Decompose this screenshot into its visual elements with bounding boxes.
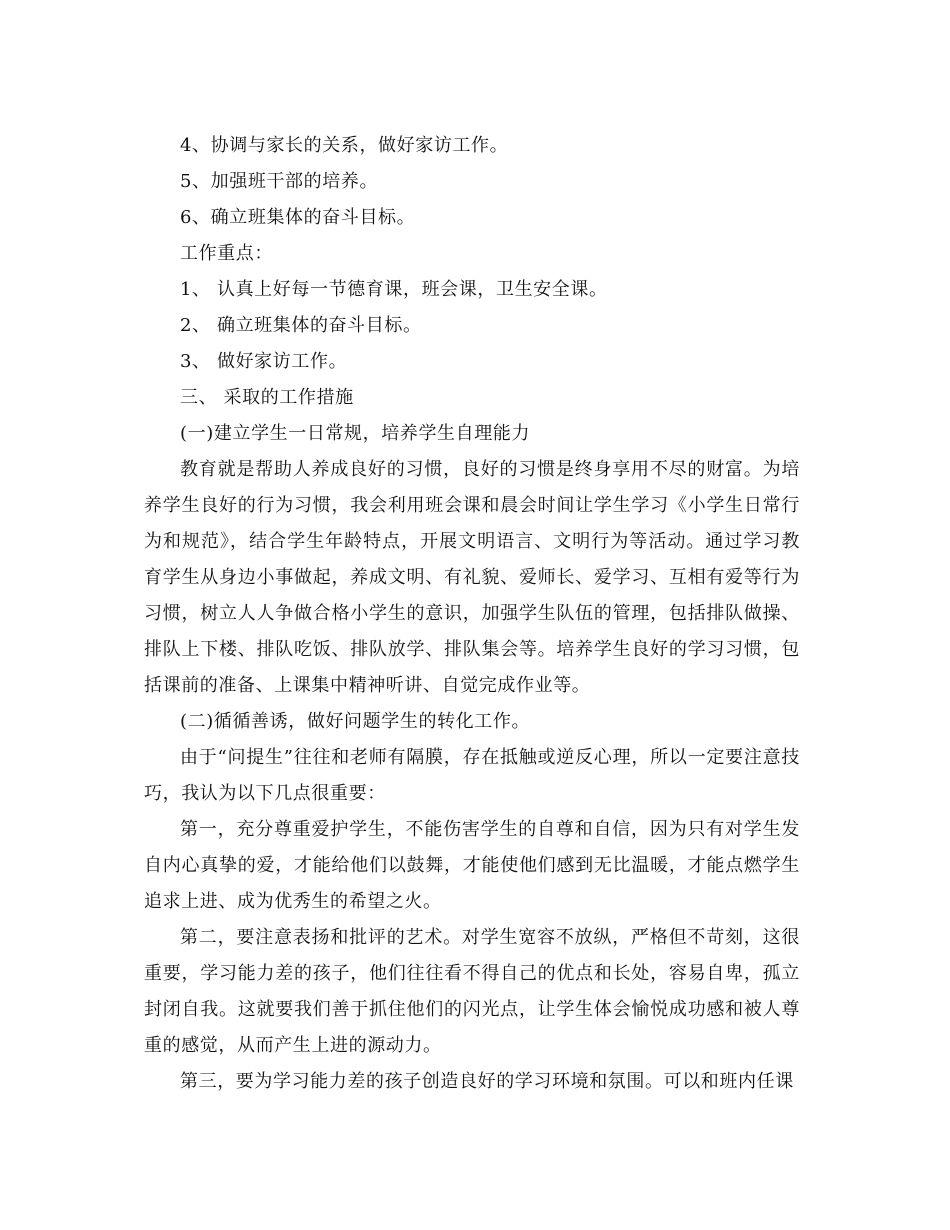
paragraph-techniques-intro: 由于“问提生”往往和老师有隔膜，存在抵触或逆反心理，所以一定要注意技巧，我认为以下几点很重要： bbox=[144, 747, 800, 804]
section-heading-work-focus: 工作重点： bbox=[180, 243, 273, 264]
paragraph-point-three: 第三，要为学习能力差的孩子创造良好的学习环境和氛围。可以和班内任课 bbox=[180, 1071, 794, 1092]
focus-item-1: 1、 认真上好每一节德育课，班会课，卫生安全课。 bbox=[180, 279, 608, 300]
paragraph-habits: 教育就是帮助人养成良好的习惯，良好的习惯是终身享用不尽的财富。为培养学生良好的行为习惯，我会利用班会课和晨会时间让学生学习《小学生日常行为和规范》，结合学生年龄特点，开展文明语言、文明行为等活动。通过学习教育学生从身边小事做起，养成文明、有礼貌、爱师长、爱学习、互相有爱等行为习惯，树立人人争做合格小学生的意识，加强学生队伍的管理，包括排队做操、排队上下楼、排队吃饭、排队放学、排队集会等。培养学生良好的学习习惯，包括课前的准备、上课集中精神听讲、自觉完成作业等。 bbox=[144, 459, 800, 696]
focus-item-2: 2、 确立班集体的奋斗目标。 bbox=[180, 315, 422, 336]
paragraph-point-two: 第二，要注意表扬和批评的艺术。对学生宽容不放纵，严格但不苛刻，这很重要，学习能力差的孩子，他们往往看不得自己的优点和长处，容易自卑，孤立封闭自我。这就要我们善于抓住他们的闪光点，让学生体会愉悦成功感和被人尊重的感觉，从而产生上进的源动力。 bbox=[144, 927, 800, 1056]
subheading-problem-students: (二)循循善诱，做好问题学生的转化工作。 bbox=[180, 711, 531, 732]
focus-item-3: 3、 做好家访工作。 bbox=[180, 351, 348, 372]
paragraph-point-one: 第一，充分尊重爱护学生，不能伤害学生的自尊和自信，因为只有对学生发自内心真挚的爱，才能给他们以鼓舞，才能使他们感到无比温暖，才能点燃学生追求上进、成为优秀生的希望之火。 bbox=[144, 819, 800, 912]
section-heading-measures: 三、 采取的工作措施 bbox=[180, 387, 354, 408]
list-item-train-class-cadres: 5、加强班干部的培养。 bbox=[180, 171, 379, 192]
document-body bbox=[144, 128, 800, 1100]
list-item-coordinate-parents: 4、协调与家长的关系，做好家访工作。 bbox=[180, 135, 509, 156]
subheading-daily-routine: (一)建立学生一日常规，培养学生自理能力 bbox=[180, 423, 531, 444]
list-item-class-goal: 6、确立班集体的奋斗目标。 bbox=[180, 207, 416, 228]
